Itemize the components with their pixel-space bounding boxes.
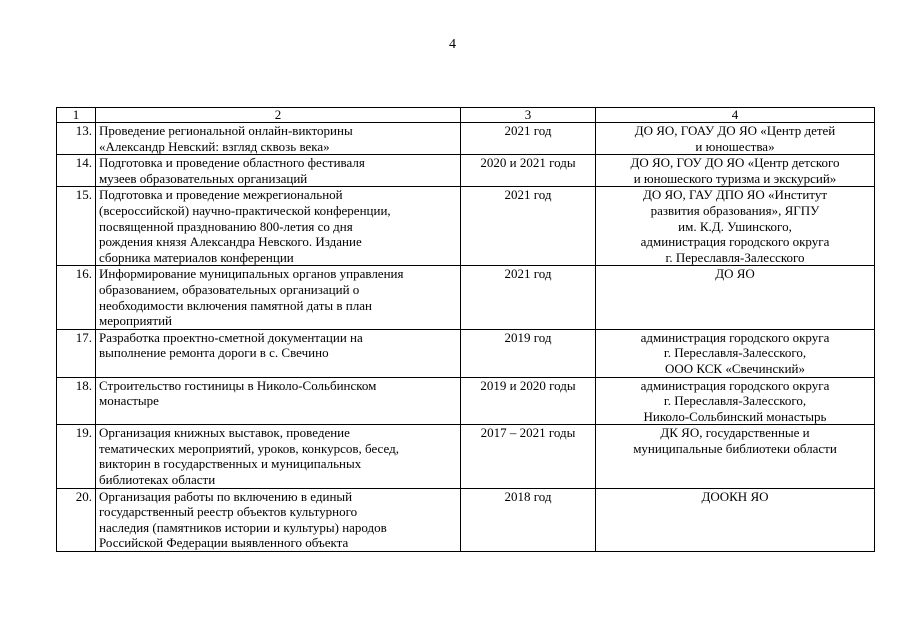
event-line: тематических мероприятий, уроков, конкурсов, бесед, [99, 440, 399, 456]
period-cell [461, 488, 596, 551]
executor-cell [596, 425, 875, 488]
period-line: 2021 год [504, 266, 552, 282]
period-line: 2021 год [504, 187, 552, 203]
executor-line: развития образования», ЯГПУ [650, 202, 820, 218]
event-line: Информирование муниципальных органов управления [99, 266, 404, 282]
events-table [56, 107, 875, 552]
event-line: музеев образовательных организаций [99, 170, 308, 186]
event-cell [96, 329, 461, 377]
executor-line: администрация городского округа [640, 329, 830, 345]
event-line: Организация книжных выставок, проведение [99, 425, 350, 441]
event-line: «Александр Невский: взгляд сквозь века» [99, 138, 330, 154]
header-col-4: 4 [596, 108, 875, 123]
period-line: 2017 – 2021 годы [480, 425, 576, 441]
event-line: посвященной празднованию 800-летия со дня [99, 218, 353, 234]
event-line: сборника материалов конференции [99, 249, 294, 265]
event-cell [96, 377, 461, 425]
executor-line: и юношества» [695, 138, 775, 154]
period-cell [461, 123, 596, 155]
period-cell [461, 377, 596, 425]
event-line: Проведение региональной онлайн-викторины [99, 123, 353, 138]
executor-line: администрация городского округа [640, 377, 830, 393]
table-row [57, 329, 875, 377]
event-line: Подготовка и проведение межрегиональной [99, 187, 343, 203]
executor-cell [596, 488, 875, 551]
executor-line: г. Переславля-Залесского [665, 249, 805, 265]
event-line: Строительство гостиницы в Николо-Сольбинском [99, 377, 377, 393]
executor-cell [596, 187, 875, 266]
row-number-cell: 18. [57, 377, 96, 425]
table-body [57, 108, 875, 552]
executor-line: ООО КСК «Свечинский» [665, 360, 805, 376]
executor-line: муниципальные библиотеки области [633, 440, 837, 456]
event-line: государственный реестр объектов культурного [99, 504, 358, 520]
event-cell [96, 266, 461, 329]
executor-line: ДООКН ЯО [701, 488, 769, 504]
executor-line: ДО ЯО, ГОУ ДО ЯО «Центр детского [630, 155, 840, 171]
event-cell [96, 155, 461, 187]
table-row [57, 266, 875, 329]
event-line: Подготовка и проведение областного фестиваля [99, 155, 365, 171]
period-cell [461, 425, 596, 488]
executor-line: г. Переславля-Залесского, [663, 393, 807, 409]
executor-cell [596, 266, 875, 329]
event-line: рождения князя Александра Невского. Издание [99, 234, 362, 250]
executor-line: г. Переславля-Залесского, [663, 345, 807, 361]
row-number-cell: 20. [57, 488, 96, 551]
event-line: выполнение ремонта дороги в с. Свечино [99, 345, 329, 361]
row-number-cell: 19. [57, 425, 96, 488]
executor-line: ДО ЯО, ГАУ ДПО ЯО «Институт [642, 187, 827, 203]
event-line: образованием, образовательных организаций о [99, 281, 360, 297]
row-number-cell: 13. [57, 123, 96, 155]
event-line: Разработка проектно-сметной документации на [99, 329, 363, 345]
event-cell [96, 123, 461, 155]
period-line: 2019 и 2020 годы [480, 377, 576, 393]
executor-line: администрация городского округа [640, 234, 830, 250]
period-cell [461, 329, 596, 377]
table-row [57, 187, 875, 266]
event-line: Российской Федерации выявленного объекта [99, 535, 349, 551]
event-line: наследия (памятников истории и культуры) народов [99, 519, 387, 535]
header-col-2: 2 [96, 108, 461, 123]
row-number-cell: 17. [57, 329, 96, 377]
period-cell [461, 266, 596, 329]
executor-cell [596, 123, 875, 155]
table-row [57, 425, 875, 488]
event-line: Организация работы по включению в единый [99, 488, 353, 504]
table-row [57, 155, 875, 187]
executor-cell [596, 155, 875, 187]
period-cell [461, 155, 596, 187]
executor-cell [596, 377, 875, 425]
period-line: 2019 год [504, 329, 552, 345]
table-row [57, 488, 875, 551]
event-line: монастыре [99, 393, 159, 409]
period-line: 2018 год [504, 488, 552, 504]
header-col-1: 1 [57, 108, 96, 123]
period-cell [461, 187, 596, 266]
event-cell [96, 488, 461, 551]
row-number-cell: 14. [57, 155, 96, 187]
executor-cell [596, 329, 875, 377]
period-line: 2020 и 2021 годы [480, 155, 576, 171]
row-number-cell: 15. [57, 187, 96, 266]
page-number: 4 [449, 37, 456, 52]
executor-line: Николо-Сольбинский монастырь [643, 408, 827, 424]
executor-line: ДК ЯО, государственные и [660, 425, 810, 441]
event-cell [96, 425, 461, 488]
event-cell [96, 187, 461, 266]
table-header-row [57, 108, 875, 123]
table-row [57, 377, 875, 425]
executor-line: ДО ЯО [715, 266, 755, 282]
period-line: 2021 год [504, 123, 552, 138]
executor-line: ДО ЯО, ГОАУ ДО ЯО «Центр детей [634, 123, 836, 138]
event-line: (всероссийской) научно-практической конференции, [99, 202, 391, 218]
event-line: мероприятий [99, 313, 172, 329]
row-number-cell: 16. [57, 266, 96, 329]
header-col-3: 3 [461, 108, 596, 123]
table-row [57, 123, 875, 155]
event-line: необходимости включения памятной даты в план [99, 297, 372, 313]
executor-line: и юношеского туризма и экскурсий» [633, 170, 837, 186]
executor-line: им. К.Д. Ушинского, [678, 218, 792, 234]
event-line: библиотеках области [99, 472, 216, 488]
event-line: викторин в государственных и муниципальных [99, 456, 362, 472]
